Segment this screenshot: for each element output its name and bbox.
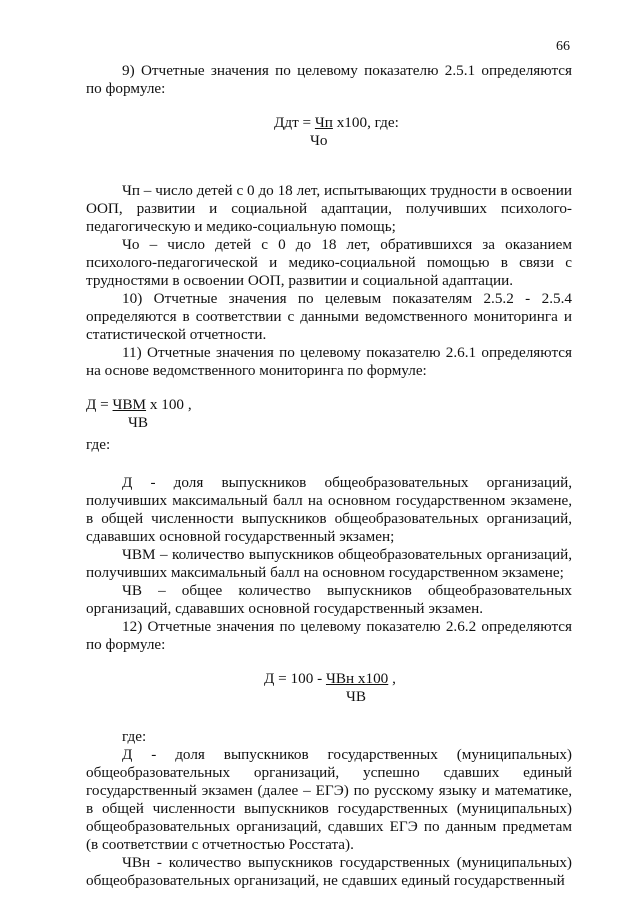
definition-chvn: ЧВн - количество выпускников государственных (муниципальных) общеобразовательных организаций, не сдавших единый государственный <box>86 854 572 889</box>
definition-d-1: Д - доля выпускников общеобразовательных организаций, получивших максимальный балл на основном государственном экзамене, в общей численности выпускников общеобразовательных организаций, сдававших основной государственный экзамен; <box>86 474 572 545</box>
paragraph-11: 11) Отчетные значения по целевому показателю 2.6.1 определяются на основе ведомственного мониторинга по формуле: <box>86 344 572 379</box>
page-number: 66 <box>556 39 570 54</box>
formula-d-1-denominator: ЧВ <box>128 414 149 431</box>
paragraph-9: 9) Отчетные значения по целевому показателю 2.5.1 определяются по формуле: <box>86 62 572 97</box>
document-body <box>86 62 572 890</box>
formula-d-2-denominator: ЧВ <box>346 688 367 705</box>
definition-chvm: ЧВМ – количество выпускников общеобразовательных организаций, получивших максимальный балл на основном государственном экзамене; <box>86 546 572 581</box>
where-label-1: где: <box>86 436 111 453</box>
formula-d-2-numerator: ЧВн х100 <box>325 670 389 687</box>
paragraph-10: 10) Отчетные значения по целевым показателям 2.5.2 - 2.5.4 определяются в соответствии с данными ведомственного мониторинга и статистической отчетности. <box>86 290 572 343</box>
where-label-2: где: <box>122 728 147 745</box>
definition-cho: Чо – число детей с 0 до 18 лет, обратившихся за оказанием психолого-педагогической и медико-социальной помощью в связи с трудностями в освоении ООП, развитии и социальной адаптации. <box>86 236 572 289</box>
formula-d-2 <box>86 670 572 714</box>
definition-chv: ЧВ – общее количество выпускников общеобразовательных организаций, сдававших основной государственный экзамен. <box>86 582 572 617</box>
definition-d-2: Д - доля выпускников государственных (муниципальных) общеобразовательных организаций, успешно сдавших единый государственный экзамен (далее – ЕГЭ) по русскому языку и математике, в общей численности выпускников государственных (муниципальных) общеобразовательных организаций, сдавших ЕГЭ по данным предметам (в соответствии с отчетностью Росстата). <box>86 746 572 853</box>
paragraph-12: 12) Отчетные значения по целевому показателю 2.6.2 определяются по формуле: <box>86 618 572 653</box>
formula-ddt <box>86 114 572 160</box>
formula-ddt-denominator: Чо <box>310 132 328 149</box>
definition-chp: Чп – число детей с 0 до 18 лет, испытывающих трудности в освоении ООП, развитии и социальной адаптации, получивших психолого-педагогическую и медико-социальную помощь; <box>86 182 572 235</box>
formula-ddt-numerator: Чп <box>314 114 333 131</box>
formula-d-1 <box>86 396 572 436</box>
formula-d-1-line: Д = ЧВМ х 100 , <box>86 396 192 413</box>
formula-d-1-numerator: ЧВМ <box>112 396 147 413</box>
formula-ddt-line: Ддт = Чп х100, где: <box>274 114 399 131</box>
formula-d-2-line: Д = 100 - ЧВн х100 , <box>264 670 396 687</box>
